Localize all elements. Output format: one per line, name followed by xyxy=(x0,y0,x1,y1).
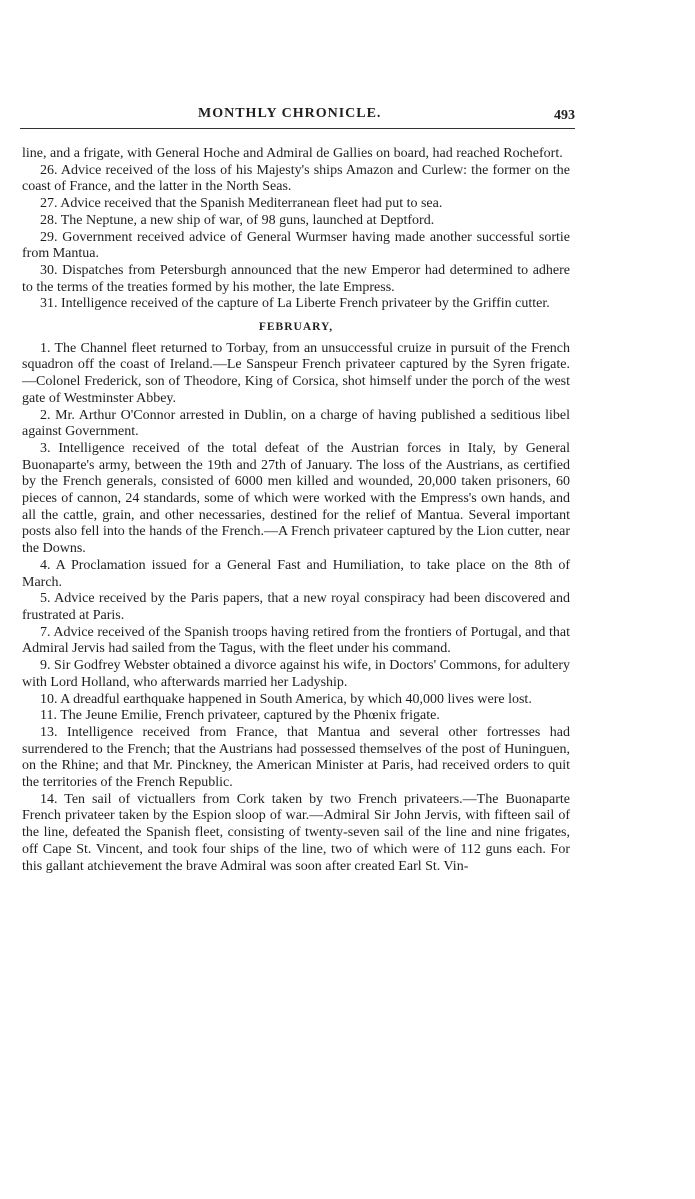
entry-february-2: 2. Mr. Arthur O'Connor arrested in Dublin, on a charge of having published a seditious libel against Government. xyxy=(22,407,570,440)
entry-january-29: 29. Government received advice of General Wurmser having made another successful sortie from Mantua. xyxy=(22,229,570,262)
entry-january-31: 31. Intelligence received of the capture of La Liberte French privateer by the Griffin cutter. xyxy=(40,296,550,312)
entry-february-10: 10. A dreadful earthquake happened in South America, by which 40,000 lives were lost. xyxy=(40,691,532,707)
entry-february-3: 3. Intelligence received of the total defeat of the Austrian forces in Italy, by General Buonaparte's army, between the 19th and 27th of January. The loss of the Austrians, as certified by the French generals, consisted of 6000 men killed and wounded, 20,000 taken prisoners, 60 pieces of cannon, 24 standards, some of which were worked with the Empress's own hands, and all the cattle, grain, and other necessaries, destined for the relief of Mantua. Several important posts also fell into the hands of the French.—A French privateer captured by the Lion cutter, near the Downs. xyxy=(22,440,570,557)
entry-january-25-continued: line, and a frigate, with General Hoche and Admiral de Gallies on board, had reached Rochefort. xyxy=(22,146,563,161)
entry-february-7: 7. Advice received of the Spanish troops having retired from the frontiers of Portugal, and that Admiral Jervis had sailed from the Tagus, with the fleet under his command. xyxy=(22,624,570,657)
page-number: 493 xyxy=(554,108,575,123)
page-header xyxy=(20,100,575,130)
entry-february-1: 1. The Channel fleet returned to Torbay, from an unsuccessful cruize in pursuit of the French squadron off the coast of Ireland.—Le Sanspeur French privateer captured by the Syren frigate.—Colonel Frederick, son of Theodore, King of Corsica, shot himself under the porch of the west gate of Westminster Abbey. xyxy=(22,340,570,406)
entry-january-26: 26. Advice received of the loss of his Majesty's ships Amazon and Curlew: the former on the coast of France, and the latter in the North Seas. xyxy=(22,162,570,195)
entry-january-27: 27. Advice received that the Spanish Mediterranean fleet had put to sea. xyxy=(40,196,443,212)
entry-february-5: 5. Advice received by the Paris papers, that a new royal conspiracy had been discovered and frustrated at Paris. xyxy=(22,591,570,623)
entry-february-13: 13. Intelligence received from France, that Mantua and several other fortresses had surrendered to the French; that the Austrians had possessed themselves of the post of Huninguen, on the Rhine; and that Mr. Pinckney, the American Minister at Paris, had received orders to quit the territories of the French Republic. xyxy=(22,724,570,791)
entry-february-11: 11. The Jeune Emilie, French privateer, captured by the Phœnix frigate. xyxy=(40,708,440,724)
chronicle-body xyxy=(22,146,570,875)
header-rule xyxy=(20,128,575,129)
month-heading: FEBRUARY, xyxy=(258,321,334,334)
entry-february-9: 9. Sir Godfrey Webster obtained a divorce against his wife, in Doctors' Commons, for adultery with Lord Holland, who afterwards married her Ladyship. xyxy=(22,658,570,690)
entry-january-30: 30. Dispatches from Petersburgh announced that the new Emperor had determined to adhere to the terms of the treaties formed by his mother, the late Empress. xyxy=(22,262,570,295)
entry-january-28: 28. The Neptune, a new ship of war, of 98 guns, launched at Deptford. xyxy=(40,212,435,228)
entry-february-14: 14. Ten sail of victuallers from Cork taken by two French privateers.—The Buonaparte French privateer taken by the Espion sloop of war.—Admiral Sir John Jervis, with fifteen sail of the line, defeated the Spanish fleet, consisting of twenty-seven sail of the line and nine frigates, off Cape St. Vincent, and took four ships of the line, two of which were of 112 guns each. For this gallant atchievement the brave Admiral was soon after created Earl St. Vin- xyxy=(22,791,570,874)
running-title: MONTHLY CHRONICLE. xyxy=(198,106,382,121)
entry-february-4: 4. A Proclamation issued for a General Fast and Humiliation, to take place on the 8th of March. xyxy=(22,557,570,590)
